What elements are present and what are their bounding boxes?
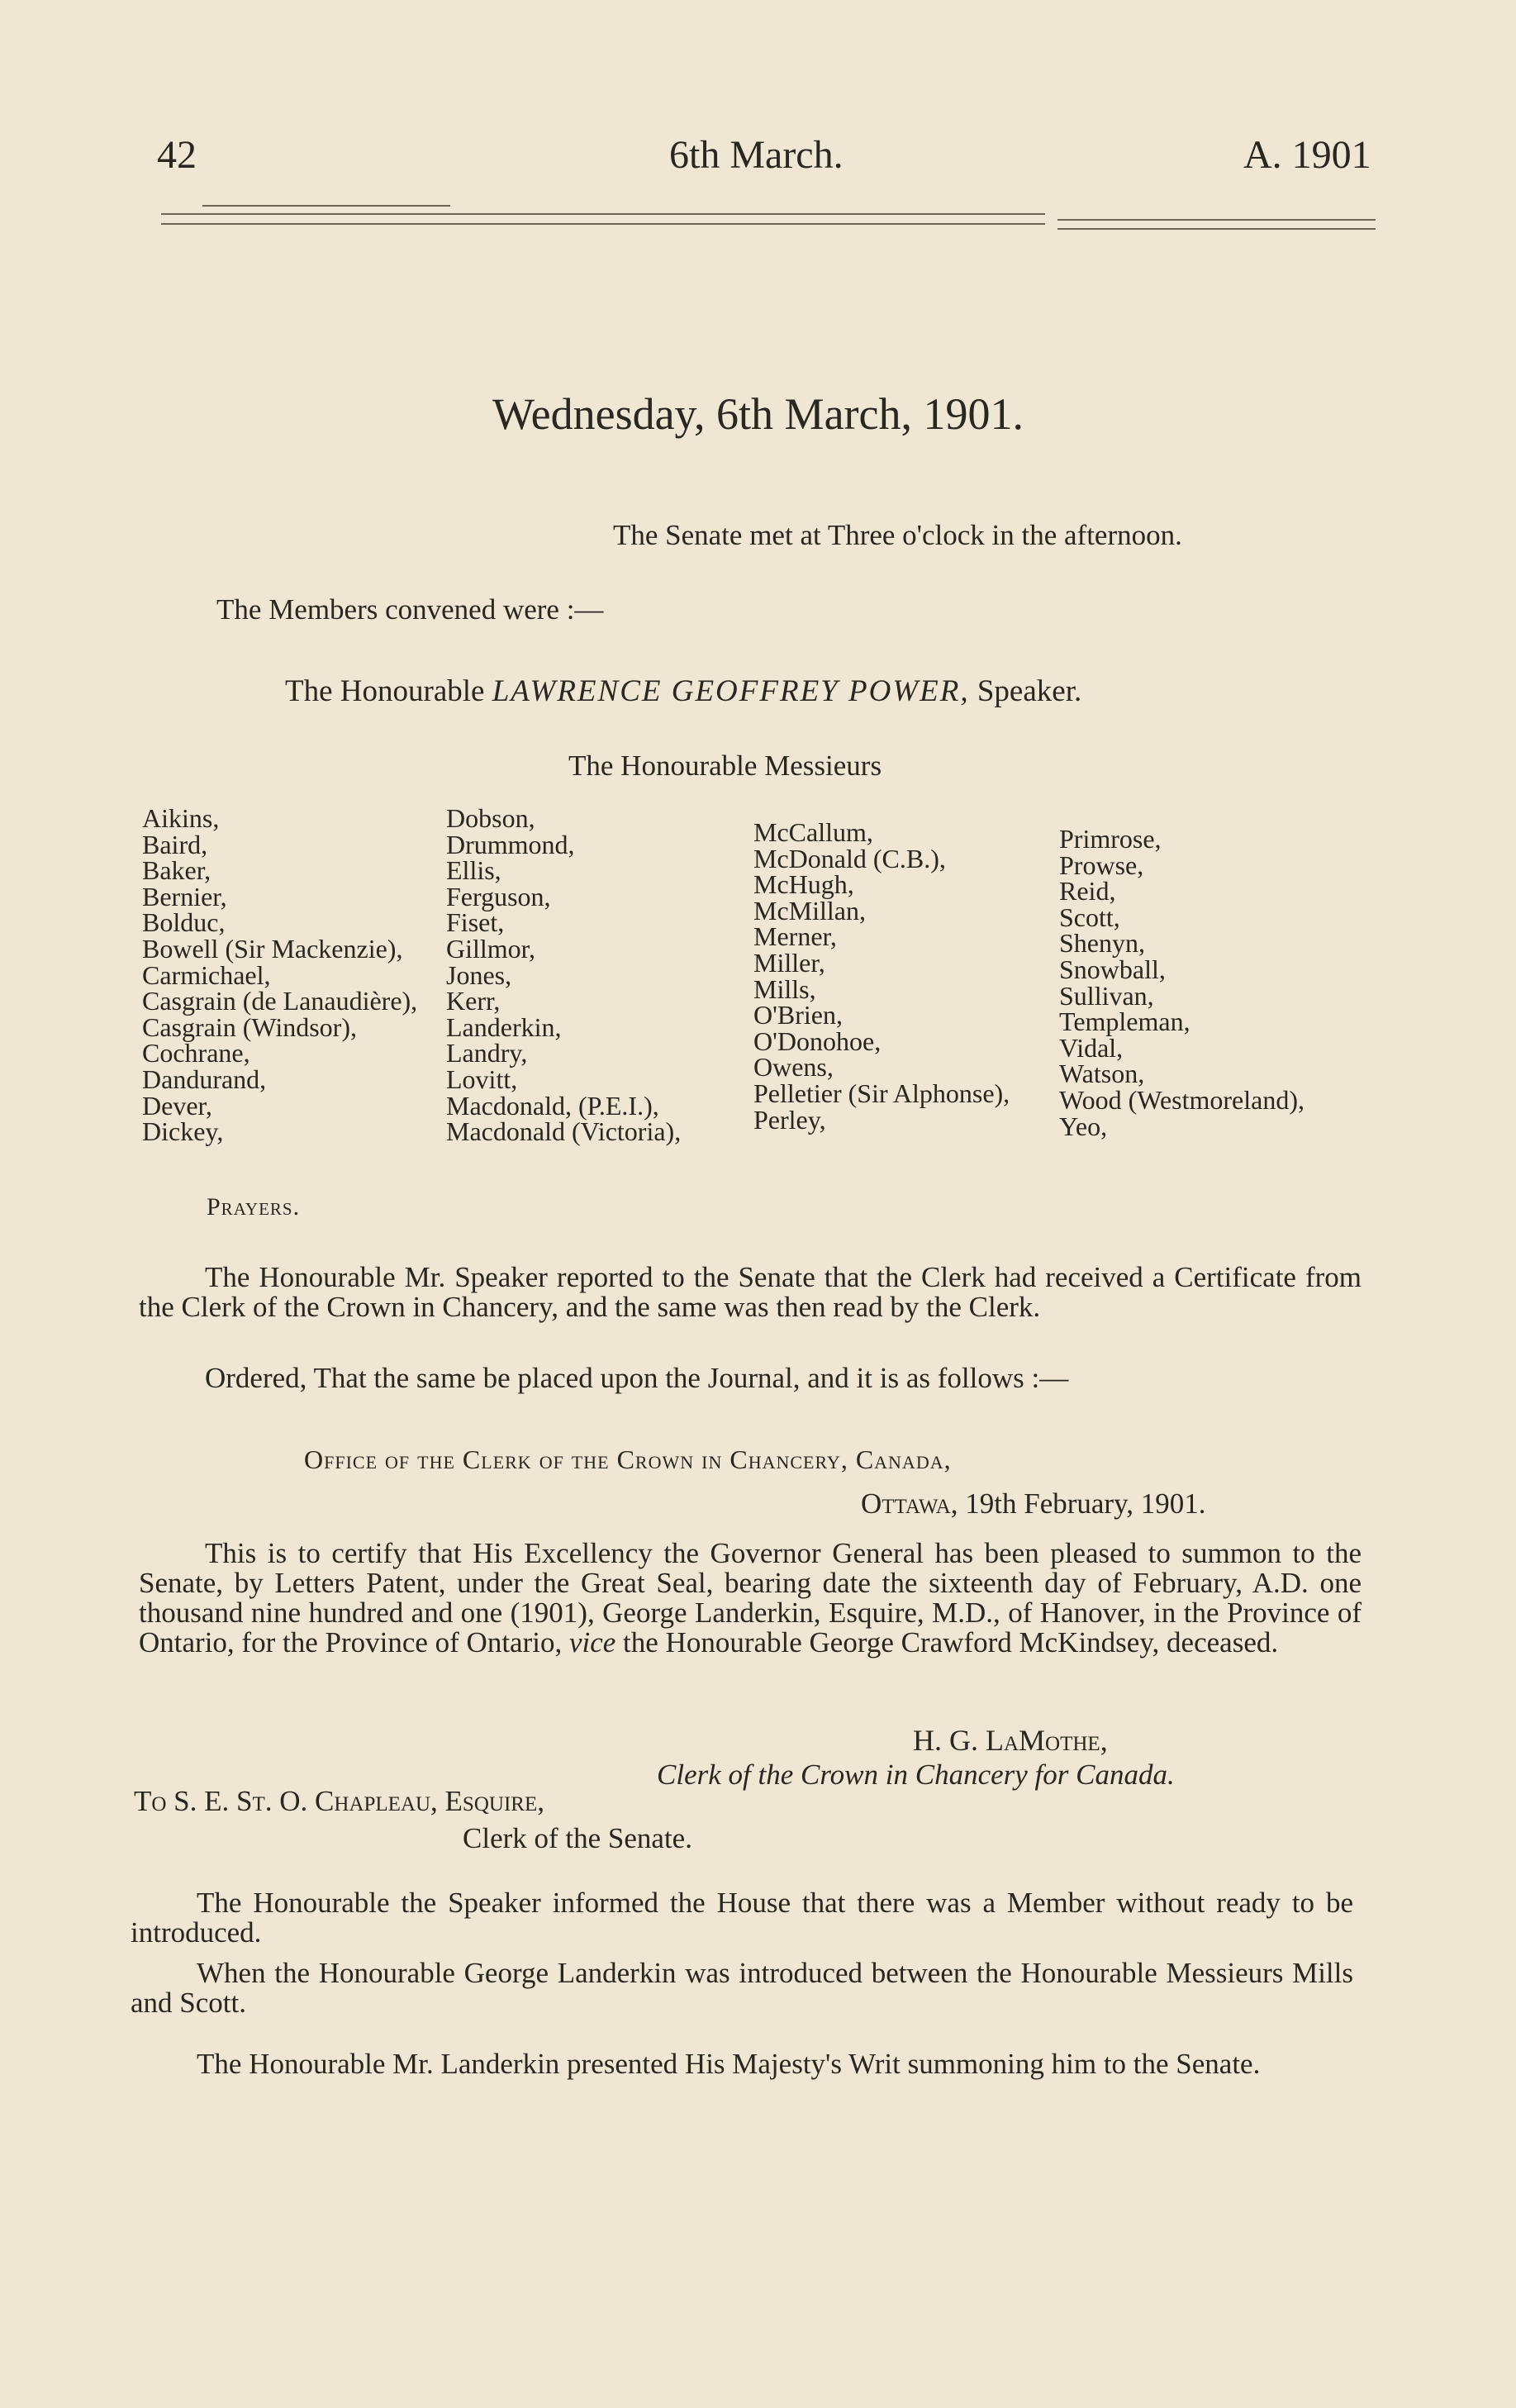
speaker-suffix: Speaker. (977, 674, 1082, 708)
member-name: Dever, (142, 1090, 212, 1121)
header-date: 6th March. (669, 133, 844, 177)
member-name: Landerkin, (446, 1011, 562, 1042)
writ-text: The Honourable Mr. Landerkin presented His Majesty's Writ summoning him to the Senate. (197, 2048, 1261, 2080)
member-name: Bernier, (142, 881, 227, 911)
member-name: Pelletier (Sir Alphonse), (753, 1078, 1010, 1108)
member-name: Baker, (142, 855, 211, 886)
signature-title: Clerk of the Crown in Chancery for Canada. (657, 1758, 1175, 1791)
header-year: A. 1901 (1243, 133, 1371, 177)
member-name: Miller, (753, 947, 825, 978)
member-name: Dickey, (142, 1116, 224, 1147)
writ-paragraph (131, 2049, 1353, 2079)
members-column-3 (753, 817, 1010, 1135)
member-name: McHugh, (753, 869, 854, 900)
certification-text-end: the Honourable George Crawford McKindsey, deceased. (623, 1626, 1279, 1658)
member-name: Cochrane, (142, 1038, 250, 1068)
member-name: Dandurand, (142, 1064, 267, 1094)
member-name: O'Brien, (753, 1000, 843, 1030)
member-name: Jones, (446, 959, 512, 990)
member-name: Templeman, (1059, 1007, 1190, 1037)
member-name: Lovitt, (446, 1064, 518, 1094)
member-name: Dobson, (446, 803, 535, 833)
member-name: Watson, (1059, 1059, 1145, 1089)
signature-name: H. G. LaMothe, (913, 1724, 1108, 1757)
member-name: Primrose, (1059, 824, 1162, 854)
ottawa-dateline (861, 1487, 1206, 1520)
member-name: Carmichael, (142, 959, 271, 990)
members-convened-text: The Members convened were :— (216, 593, 604, 626)
member-name: Baird, (142, 829, 208, 859)
senate-met-text: The Senate met at Three o'clock in the afternoon. (613, 519, 1182, 551)
office-heading: Office of the Clerk of the Crown in Chancery, Canada, (304, 1444, 952, 1474)
member-name: Scott, (1059, 902, 1120, 932)
member-name: O'Donohoe, (753, 1026, 882, 1056)
member-name: Aikins, (142, 803, 220, 833)
members-column-2 (446, 803, 682, 1147)
member-name: Casgrain (Windsor), (142, 1011, 357, 1042)
certification-text: This is to certify that His Excellency the Governor General has been pleased to summon to the Senate, by Letters Patent, under the Great Seal, bearing date the sixteenth day of February, A.D. one thousand nine hundred and one (1901), George Landerkin, Esquire, M.D., of Hanover, in the Province of Ontario, for the Province of Ontario, (139, 1537, 1362, 1658)
member-name: Bowell (Sir Mackenzie), (142, 933, 403, 964)
member-name: Bolduc, (142, 907, 226, 938)
member-name: Macdonald (Victoria), (446, 1116, 682, 1147)
member-name: Sullivan, (1059, 980, 1154, 1011)
prayers-heading: Prayers. (207, 1193, 301, 1221)
ordered-text: Ordered, That the same be placed upon the Journal, and it is as follows :— (205, 1362, 1069, 1394)
member-name: Shenyn, (1059, 928, 1145, 959)
introduction-text: When the Honourable George Landerkin was introduced between the Honourable Messieurs Mills and Scott. (131, 1957, 1353, 2019)
member-name: Yeo, (1059, 1111, 1108, 1141)
speaker-report-paragraph (139, 1263, 1362, 1322)
member-name: Drummond, (446, 829, 575, 859)
member-name: Perley, (753, 1104, 826, 1135)
page-number: 42 (157, 133, 197, 177)
member-name: Ellis, (446, 855, 501, 886)
ottawa-label: Ottawa, (861, 1487, 958, 1520)
member-name: Mills, (753, 973, 816, 1004)
member-name: Kerr, (446, 986, 501, 1016)
member-name: McCallum, (753, 817, 873, 847)
member-name: Casgrain (de Lanaudière), (142, 986, 418, 1016)
speaker-line (285, 673, 1081, 709)
addressee-title: Clerk of the Senate. (463, 1822, 692, 1854)
members-column-1 (142, 803, 418, 1147)
sitting-date-title: Wednesday, 6th March, 1901. (492, 389, 1024, 439)
member-name: McDonald (C.B.), (753, 843, 946, 873)
addressee-name: To S. E. St. O. Chapleau, Esquire, (134, 1785, 544, 1817)
certification-vice: vice (568, 1626, 616, 1658)
member-name: Prowse, (1059, 849, 1144, 880)
messieurs-heading: The Honourable Messieurs (568, 750, 882, 782)
speaker-prefix: The Honourable (285, 674, 485, 708)
speaker-report-text: The Honourable Mr. Speaker reported to the Senate that the Clerk had received a Certificate from the Clerk of the Crown in Chancery, and the same was then read by the Clerk. (139, 1261, 1362, 1323)
speaker-name: LAWRENCE GEOFFREY POWER, (492, 674, 970, 708)
member-name: Reid, (1059, 876, 1116, 907)
certification-paragraph (139, 1539, 1362, 1658)
member-name: Owens, (753, 1052, 834, 1083)
member-ready-text: The Honourable the Speaker informed the House that there was a Member without ready to be introduced. (131, 1887, 1353, 1949)
introduction-paragraph (131, 1958, 1353, 2018)
member-name: Macdonald, (P.E.I.), (446, 1090, 659, 1121)
members-column-4 (1059, 826, 1305, 1140)
member-name: Wood (Westmoreland), (1059, 1084, 1305, 1115)
addressee-line (134, 1785, 544, 1818)
member-name: Landry, (446, 1038, 528, 1068)
member-name: Fiset, (446, 907, 505, 938)
member-name: Merner, (753, 921, 837, 952)
member-name: McMillan, (753, 895, 866, 926)
member-name: Snowball, (1059, 954, 1166, 984)
ottawa-date: 19th February, 1901. (965, 1487, 1206, 1520)
member-name: Vidal, (1059, 1032, 1124, 1063)
member-name: Ferguson, (446, 881, 551, 911)
member-name: Gillmor, (446, 933, 536, 964)
member-ready-paragraph (131, 1888, 1353, 1948)
